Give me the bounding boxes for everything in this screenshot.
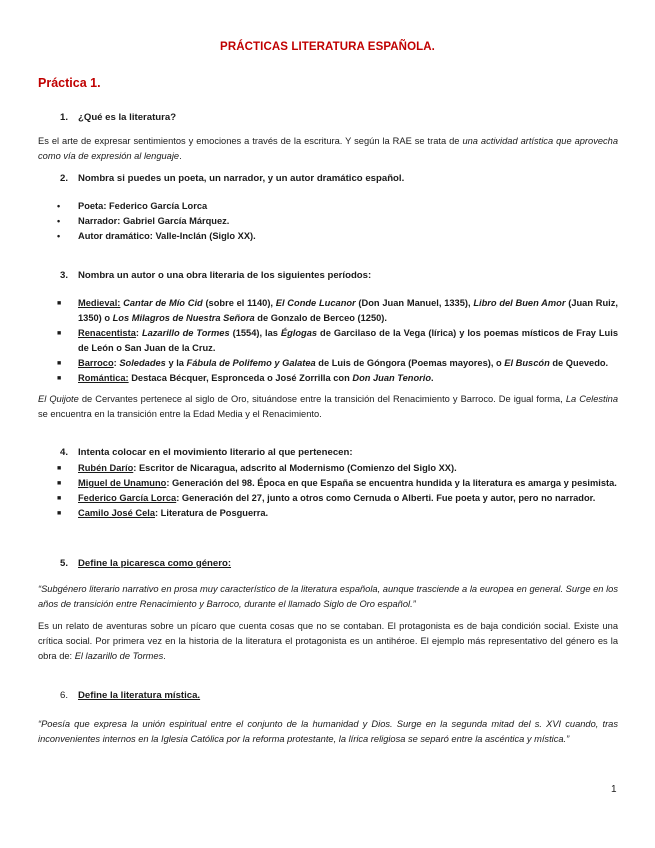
question-number: 4.	[60, 447, 69, 458]
bullet-icon: ■	[57, 480, 62, 487]
list-item-text: :	[135, 328, 142, 338]
list-item-text: y la	[165, 358, 187, 368]
list-item-text: .	[431, 373, 434, 383]
period-label: Barroco	[78, 358, 114, 368]
answer-italic: una actividad artística que aprovecha como vía de expresión al lenguaje	[38, 136, 618, 161]
question-6	[60, 690, 200, 701]
answer-text: Es el arte de expresar sentimientos y emociones a través de la escritura. Y según la RAE se trata de	[38, 136, 463, 146]
bullet-icon: ■	[57, 360, 62, 367]
list-item	[57, 214, 618, 229]
work-title: Libro del Buen Amor	[473, 298, 566, 308]
bullet-icon: ■	[57, 495, 62, 502]
bullet-icon: ■	[57, 465, 62, 472]
answer-5	[38, 619, 618, 664]
work-title: Cantar de Mío Cid	[123, 298, 203, 308]
list-item	[57, 476, 618, 491]
question-text: Define la literatura mística.	[78, 690, 201, 701]
period-label: Renacentista	[78, 328, 136, 338]
periods-list	[57, 296, 618, 386]
list-item	[57, 506, 618, 521]
picaresca-quote	[38, 582, 618, 612]
work-title: La Celestina	[565, 394, 619, 404]
list-item-romantica	[57, 371, 618, 386]
question-number: 6.	[60, 690, 69, 701]
list-item-barroco	[57, 356, 618, 371]
author-name: Camilo José Cela	[78, 508, 155, 518]
list-item-text: : Generación del 98. Época en que España se encuentra hundida y la literatura es amarga y pesimista.	[166, 478, 617, 488]
list-item-text: de Luis de Góngora (Poemas mayores), o	[315, 358, 505, 368]
question-number: 3.	[60, 270, 69, 281]
question-number: 1.	[60, 112, 69, 123]
page-number: 1	[611, 784, 617, 795]
paragraph-text: .	[163, 651, 166, 661]
answer-1	[38, 134, 618, 164]
work-title: El lazarillo de Tormes	[74, 651, 164, 661]
author-name: Rubén Darío	[78, 463, 134, 473]
bullet-icon: ■	[57, 375, 62, 382]
work-title: Don Juan Tenorio	[352, 373, 432, 383]
list-item-text: : Literatura de Posguerra.	[155, 508, 269, 518]
list-item-text: de Garcilaso de la Vega (lírica) y los poemas místicos de Fray Luis de León o San Juan de la Cruz.	[78, 328, 618, 353]
work-title: Lazarillo de Tormes	[141, 328, 230, 338]
movements-list	[57, 461, 618, 521]
list-item-text: (1554), las	[229, 328, 281, 338]
author-name: Miguel de Unamuno	[78, 478, 167, 488]
work-title: Soledades	[119, 358, 166, 368]
question-number: 2.	[60, 173, 69, 184]
question-text: Nombra si puedes un poeta, un narrador, y un autor dramático español.	[78, 173, 405, 184]
bullet-icon: ■	[57, 510, 62, 517]
period-label: Medieval:	[78, 298, 121, 308]
work-title: Fábula de Polifemo y Galatea	[186, 358, 316, 368]
list-item-text: de Gonzalo de Berceo (1250).	[254, 313, 387, 323]
question-number: 5.	[60, 558, 69, 569]
question-1	[60, 112, 176, 123]
list-item-text: (Don Juan Manuel, 1335),	[355, 298, 474, 308]
section-heading: Práctica 1.	[38, 76, 101, 90]
list-item-text: Autor dramático: Valle-Inclán (Siglo XX).	[78, 231, 256, 241]
paragraph-text: Es un relato de aventuras sobre un pícaro que cuenta cosas que no se contaban. El protagonista es de baja condición social. Existe una crítica social. Por primera vez en la historia de la literatura el protagonista es un antihéroe. El ejemplo más representativo del género es la obra de:	[38, 621, 618, 661]
list-item-medieval	[57, 296, 618, 326]
authors-list	[57, 199, 618, 244]
list-item-text: Narrador: Gabriel García Márquez.	[78, 216, 230, 226]
bullet-icon: ■	[57, 330, 62, 337]
list-item	[57, 461, 618, 476]
answer-text: .	[179, 151, 182, 161]
work-title: Los Milagros de Nuestra Señora	[112, 313, 255, 323]
list-item	[57, 229, 618, 244]
work-title: El Conde Lucanor	[275, 298, 356, 308]
list-item-text: Destaca Bécquer, Espronceda o José Zorrilla con	[128, 373, 353, 383]
list-item-text: : Generación del 27, junto a otros como Cernuda o Alberti. Fue poeta y autor, pero no narrador.	[176, 493, 596, 503]
question-text: ¿Qué es la literatura?	[78, 112, 177, 123]
work-title: Églogas	[280, 328, 318, 338]
document-title: PRÁCTICAS LITERATURA ESPAÑOLA.	[220, 41, 435, 53]
work-title: El Buscón	[504, 358, 550, 368]
list-item-text: (Juan Ruiz, 1350) o	[78, 298, 618, 323]
question-text: Define la picaresca como género:	[78, 558, 232, 569]
list-item-text: : Escritor de Nicaragua, adscrito al Modernismo (Comienzo del Siglo XX).	[133, 463, 457, 473]
paragraph-text: se encuentra en la transición entre la Edad Media y el Renacimiento.	[38, 409, 322, 419]
list-item-text: (sobre el 1140),	[202, 298, 276, 308]
quote-text: “Poesía que expresa la unión espiritual entre el conjunto de la humanidad y Dios. Surge en la segunda mitad del s. XVI cuando, tras inconvenientes internos en la Iglesia Católica por la reforma protestante, la lírica religiosa se separó entre la ascéntica y mística.”	[38, 719, 618, 744]
question-text: Intenta colocar en el movimiento literario al que pertenecen:	[78, 447, 353, 458]
question-3	[60, 270, 371, 281]
list-item	[57, 199, 618, 214]
list-item	[57, 491, 618, 506]
bullet-icon: •	[57, 201, 61, 211]
periods-note	[38, 392, 618, 422]
paragraph-text: de Cervantes pertenece al siglo de Oro, situándose entre la transición del Renacimiento y Barroco. De igual forma,	[78, 394, 566, 404]
bullet-icon: •	[57, 216, 61, 226]
list-item-text: Poeta: Federico García Lorca	[78, 201, 208, 211]
list-item-text: de Quevedo.	[549, 358, 609, 368]
list-item-text: :	[113, 358, 120, 368]
quote-text: “Subgénero literario narrativo en prosa muy característico de la literatura española, aunque trasciende a la europea en general. Surge en los años de transición entre Renacimiento y Barroco, durante el llamado Siglo de Oro español.”	[38, 584, 618, 609]
author-name: Federico García Lorca	[78, 493, 177, 503]
question-text: Nombra un autor o una obra literaria de los siguientes períodos:	[78, 270, 372, 281]
question-4	[60, 447, 353, 458]
bullet-icon: •	[57, 231, 61, 241]
period-label: Romántica:	[78, 373, 129, 383]
list-item-renacentista	[57, 326, 618, 356]
bullet-icon: ■	[57, 300, 62, 307]
work-title: El Quijote	[38, 394, 79, 404]
mistica-quote	[38, 717, 618, 747]
question-5	[60, 558, 231, 569]
question-2	[60, 173, 404, 184]
